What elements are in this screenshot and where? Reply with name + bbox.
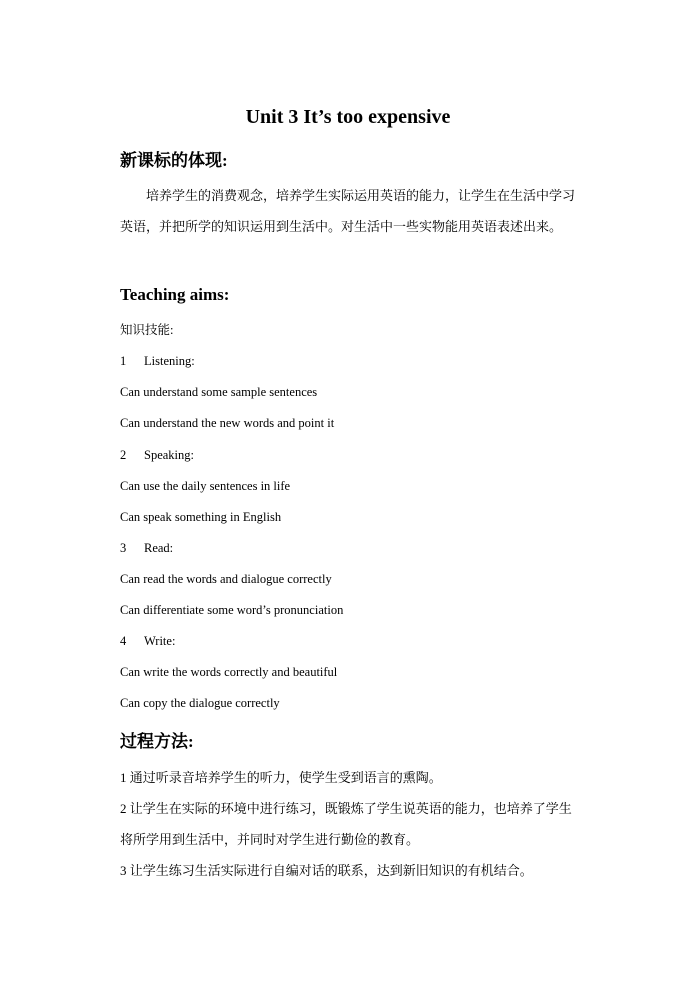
section-heading-curriculum: 新课标的体现:: [120, 151, 228, 170]
skill-heading: 3 Read:: [120, 541, 174, 555]
skill-line: Can understand the new words and point it: [120, 416, 335, 430]
skill-line: Can speak something in English: [120, 510, 282, 524]
section-heading-teaching-aims: Teaching aims:: [120, 285, 230, 304]
skill-heading: 4 Write:: [120, 634, 176, 648]
knowledge-skills-label: 知识技能:: [120, 323, 174, 337]
skill-line: Can use the daily sentences in life: [120, 479, 291, 493]
method-item: 3 让学生练习生活实际进行自编对话的联系，达到新旧知识的有机结合。: [120, 863, 533, 878]
method-item: 1 通过听录音培养学生的听力，使学生受到语言的熏陶。: [120, 770, 442, 785]
skill-line: Can differentiate some word’s pronunciation: [120, 603, 344, 617]
skill-line: Can write the words correctly and beautiful: [120, 665, 338, 679]
curriculum-paragraph: 培养学生的消费观念，培养学生实际运用英语的能力，让学生在生活中学习英语，并把所学的知识运用到生活中。对生活中一些实物能用英语表述出来。: [120, 188, 576, 234]
skill-line: Can understand some sample sentences: [120, 385, 318, 399]
skill-line: Can copy the dialogue correctly: [120, 696, 280, 710]
document-title: Unit 3 It’s too expensive: [245, 106, 451, 128]
skill-heading: 1 Listening:: [120, 354, 195, 368]
skill-heading: 2 Speaking:: [120, 448, 194, 462]
skill-line: Can read the words and dialogue correctly: [120, 572, 332, 586]
method-item: 2 让学生在实际的环境中进行练习，既锻炼了学生说英语的能力，也培养了学生将所学用到生活中，并同时对学生进行勤俭的教育。: [120, 801, 572, 847]
section-heading-process-methods: 过程方法:: [120, 732, 194, 751]
